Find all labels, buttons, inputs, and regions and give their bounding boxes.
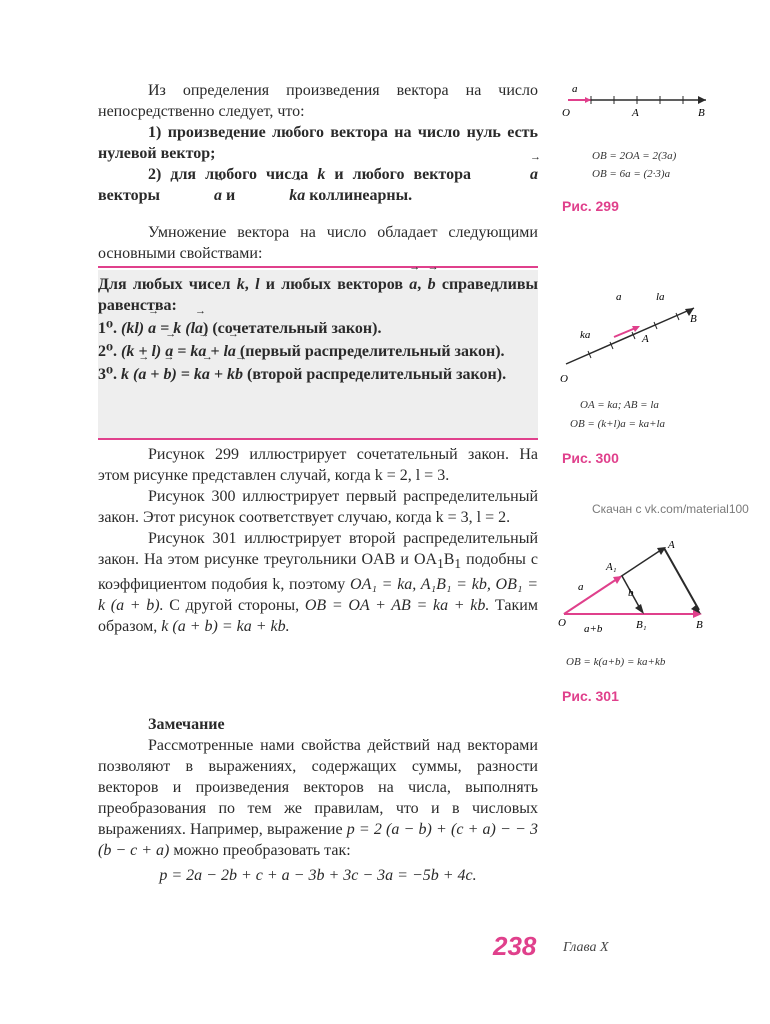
property-zero: 1) произведение любого вектора на число нуль есть нулевой вектор;	[98, 124, 538, 162]
fig300-caption: Рис. 300	[562, 450, 619, 466]
fig299-label-B: B	[698, 107, 705, 119]
fig299-formula-1: OB = 2OA = 2(3a)	[592, 150, 677, 162]
properties-box-content	[98, 274, 538, 385]
remark-block	[98, 714, 538, 886]
property-2: 2⁰. (k + l) → a = k→ a + l→ a (первый распределительный закон).	[98, 341, 538, 362]
fig300-label-O: O	[560, 373, 568, 385]
remark-expression: p = 2a − 2b + c + a − 3b + 3c − 3a = −5b + 4c.	[159, 867, 477, 884]
fig301-label-b: b	[628, 587, 634, 599]
fig299-label-O: O	[562, 107, 570, 119]
para-300: Рисунок 300 иллюстрирует первый распределительный закон. Этот рисунок соответствует случаю, когда k = 3, l = 2.	[98, 488, 538, 526]
fig301-label-B1: B₁	[636, 619, 647, 631]
fig300-label-a: a	[616, 291, 622, 303]
remark-text: Рассмотренные нами свойства действий над векторами позволяют в выражениях, содержащих суммы, разности векторов и произведения векторов на числа, выполнять преобразования по тем же правилам, что и в числовых выражениях. Например, выражение p = 2 (a − b) + (c + a) − − 3 (b − c + a) можно преобразовать так:	[98, 737, 538, 859]
fig299-arrowhead-a	[585, 97, 591, 103]
property-1: 1⁰. (kl) → a = k (l→ a) (сочетательный закон).	[98, 318, 538, 339]
watermark-text: Скачан с vk.com/material100	[592, 502, 749, 516]
intro-text: Из определения произведения вектора на число непосредственно следует, что:	[98, 82, 538, 120]
fig300-label-A: A	[642, 333, 649, 345]
fig301-label-O: O	[558, 617, 566, 629]
fig299-caption: Рис. 299	[562, 198, 619, 214]
fig299-label-a: a	[572, 83, 578, 95]
fig301-label-A1: A₁	[606, 561, 617, 573]
box-top-rule	[98, 266, 538, 268]
figure-300	[558, 282, 718, 392]
property-collinear: 2) для любого числа k и любого вектора → a векторы → a и → ka коллинеарны.	[98, 164, 538, 206]
page-number: 238	[493, 931, 537, 961]
fig301-line-AB	[664, 548, 699, 610]
box-bottom-rule	[98, 438, 538, 440]
figure-explanations	[98, 444, 538, 637]
fig301-label-a: a	[578, 581, 584, 593]
chapter-label: Глава X	[563, 940, 609, 955]
intro-block	[98, 80, 538, 206]
fig300-formula-1: OA = ka; AB = la	[580, 399, 659, 411]
fig301-arrowhead-B1	[635, 604, 644, 614]
fig299-arrowhead-B	[698, 96, 706, 104]
fig301-label-a-plus-b: a+b	[584, 623, 603, 635]
properties-intro: Умножение вектора на число обладает следующими основными свойствами:	[98, 224, 538, 262]
fig300-label-la: la	[656, 291, 665, 303]
property-3: 3⁰. k (→ a + → b) = k→ a + k→ b (второй распределительный закон).	[98, 364, 538, 385]
fig301-formula: OB = k(a+b) = ka+kb	[566, 656, 666, 668]
fig300-label-B: B	[690, 313, 697, 325]
fig301-vector-a	[564, 577, 620, 614]
fig299-label-A: A	[632, 107, 639, 119]
fig300-formula-2: OB = (k+l)a = ka+la	[570, 418, 666, 430]
fig301-label-B: B	[696, 619, 703, 631]
figure-301	[556, 530, 716, 640]
para-299: Рисунок 299 иллюстрирует сочетательный закон. На этом рисунке представлен случай, когда k = 2, l = 3.	[98, 446, 538, 484]
remark-title: Замечание	[148, 716, 225, 733]
box-lead: Для любых чисел k, l и любых векторов → a, → b справедливы равенства:	[98, 274, 538, 316]
fig301-caption: Рис. 301	[562, 688, 619, 704]
fig300-label-ka: ka	[580, 329, 591, 341]
fig299-formula-2: OB = 6a = (2·3)a	[592, 168, 671, 180]
para-301: Рисунок 301 иллюстрирует второй распределительный закон. На этом рисунке треугольники OAB и $OA_1B_1$ подобны с коэффициентом подобия k, поэтому OA₁ = ka, A₁B₁ = kb, OB₁ = k (a + b). С другой стороны, OB = OA + AB = ka + kb. Таким образом, k (a + b) = ka + kb.	[98, 530, 539, 636]
fig301-label-A: A	[668, 539, 675, 551]
